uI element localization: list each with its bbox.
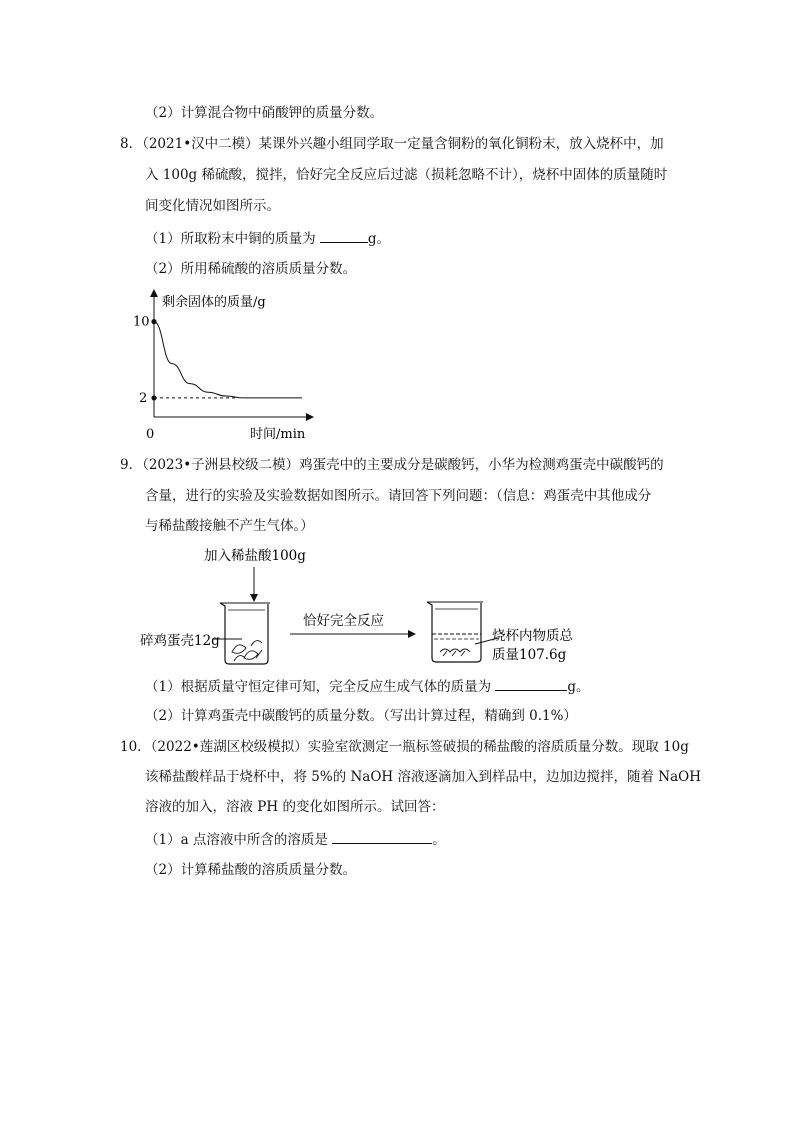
series-line — [154, 322, 302, 398]
q10-sub1 — [145, 829, 446, 850]
q10-sub2: （2）计算稀盐酸的溶质质量分数。 — [145, 862, 357, 878]
q9-sub1-unit: g。 — [567, 679, 590, 695]
beaker-1 — [220, 603, 270, 664]
origin-label: 0 — [146, 427, 155, 442]
q8-stem-line1: 8．（2021•汉中二模）某课外兴趣小组同学取一定量含铜粉的氧化铜粉末，放入烧杯中，加 — [120, 136, 664, 152]
q8-sub2: （2）所用稀硫酸的溶质质量分数。 — [145, 261, 357, 277]
q9-sub2: （2）计算鸡蛋壳中碳酸钙的质量分数。（写出计算过程，精确到 0.1%） — [145, 708, 577, 724]
q10-stem-line3: 溶液的加入，溶液 PH 的变化如图所示。试回答： — [145, 799, 445, 815]
q8-answer-blank[interactable] — [320, 228, 368, 243]
q8-sub1 — [145, 228, 390, 249]
y-tick-label: 2 — [139, 390, 148, 406]
y-tick-label: 10 — [133, 314, 150, 330]
q8-stem-line3: 间变化情况如图所示。 — [145, 198, 280, 214]
q8-sub1-unit: g。 — [367, 231, 391, 247]
result-label-line2: 质量107.6g — [492, 647, 567, 663]
q10-sub1-end: 。 — [432, 832, 446, 848]
q10-stem-line1: 10．（2022•莲湖区校级模拟）实验室欲测定一瓶标签破损的稀盐酸的溶质质量分数。现取 10g — [120, 739, 689, 755]
beaker-2 — [427, 602, 483, 662]
eggshell-label: 碎鸡蛋壳12g — [140, 633, 220, 649]
q9-experiment-diagram — [130, 540, 600, 670]
result-label-line1: 烧杯内物质总 — [492, 628, 573, 644]
q9-stem-line1: 9．（2023•子洲县校级二模）鸡蛋壳中的主要成分是碳酸钙，小华为检测鸡蛋壳中碳酸钙的 — [120, 457, 664, 473]
x-axis-label: 时间/min — [250, 427, 306, 442]
reaction-label: 恰好完全反应 — [303, 613, 384, 629]
q10-stem-line2: 该稀盐酸样品于烧杯中，将 5%的 NaOH 溶液逐滴加入到样品中，边加边搅拌，随着 NaOH — [145, 769, 701, 785]
q9-sub1 — [145, 676, 590, 697]
q9-stem-line2: 含量，进行的实验及实验数据如图所示。请回答下列问题：（信息：鸡蛋壳中其他成分 — [145, 488, 652, 504]
q8-stem-line2: 入 100g 稀硫酸，搅拌，恰好完全反应后过滤（损耗忽略不计），烧杯中固体的质量随时 — [145, 167, 668, 183]
q8-sub1-text: （1）所取粉末中铜的质量为 — [145, 231, 320, 247]
eggshell-pieces-icon — [232, 641, 262, 661]
q8-mass-time-chart — [130, 285, 320, 445]
y-axis-label: 剩余固体的质量/g — [162, 295, 266, 310]
q10-sub1-text: （1）a 点溶液中所含的溶质是 — [145, 832, 333, 848]
add-acid-label: 加入稀盐酸100g — [204, 548, 306, 564]
q7-sub2: （2）计算混合物中硝酸钾的质量分数。 — [145, 105, 384, 121]
axis-point — [151, 395, 156, 400]
q9-sub1-text: （1）根据质量守恒定律可知，完全反应生成气体的质量为 — [145, 679, 496, 695]
q9-stem-line3: 与稀盐酸接触不产生气体。） — [145, 518, 314, 534]
axis-point — [151, 319, 156, 324]
q10-answer-blank[interactable] — [332, 829, 432, 844]
q9-answer-blank[interactable] — [495, 676, 567, 691]
solution-residue-icon — [440, 649, 470, 656]
